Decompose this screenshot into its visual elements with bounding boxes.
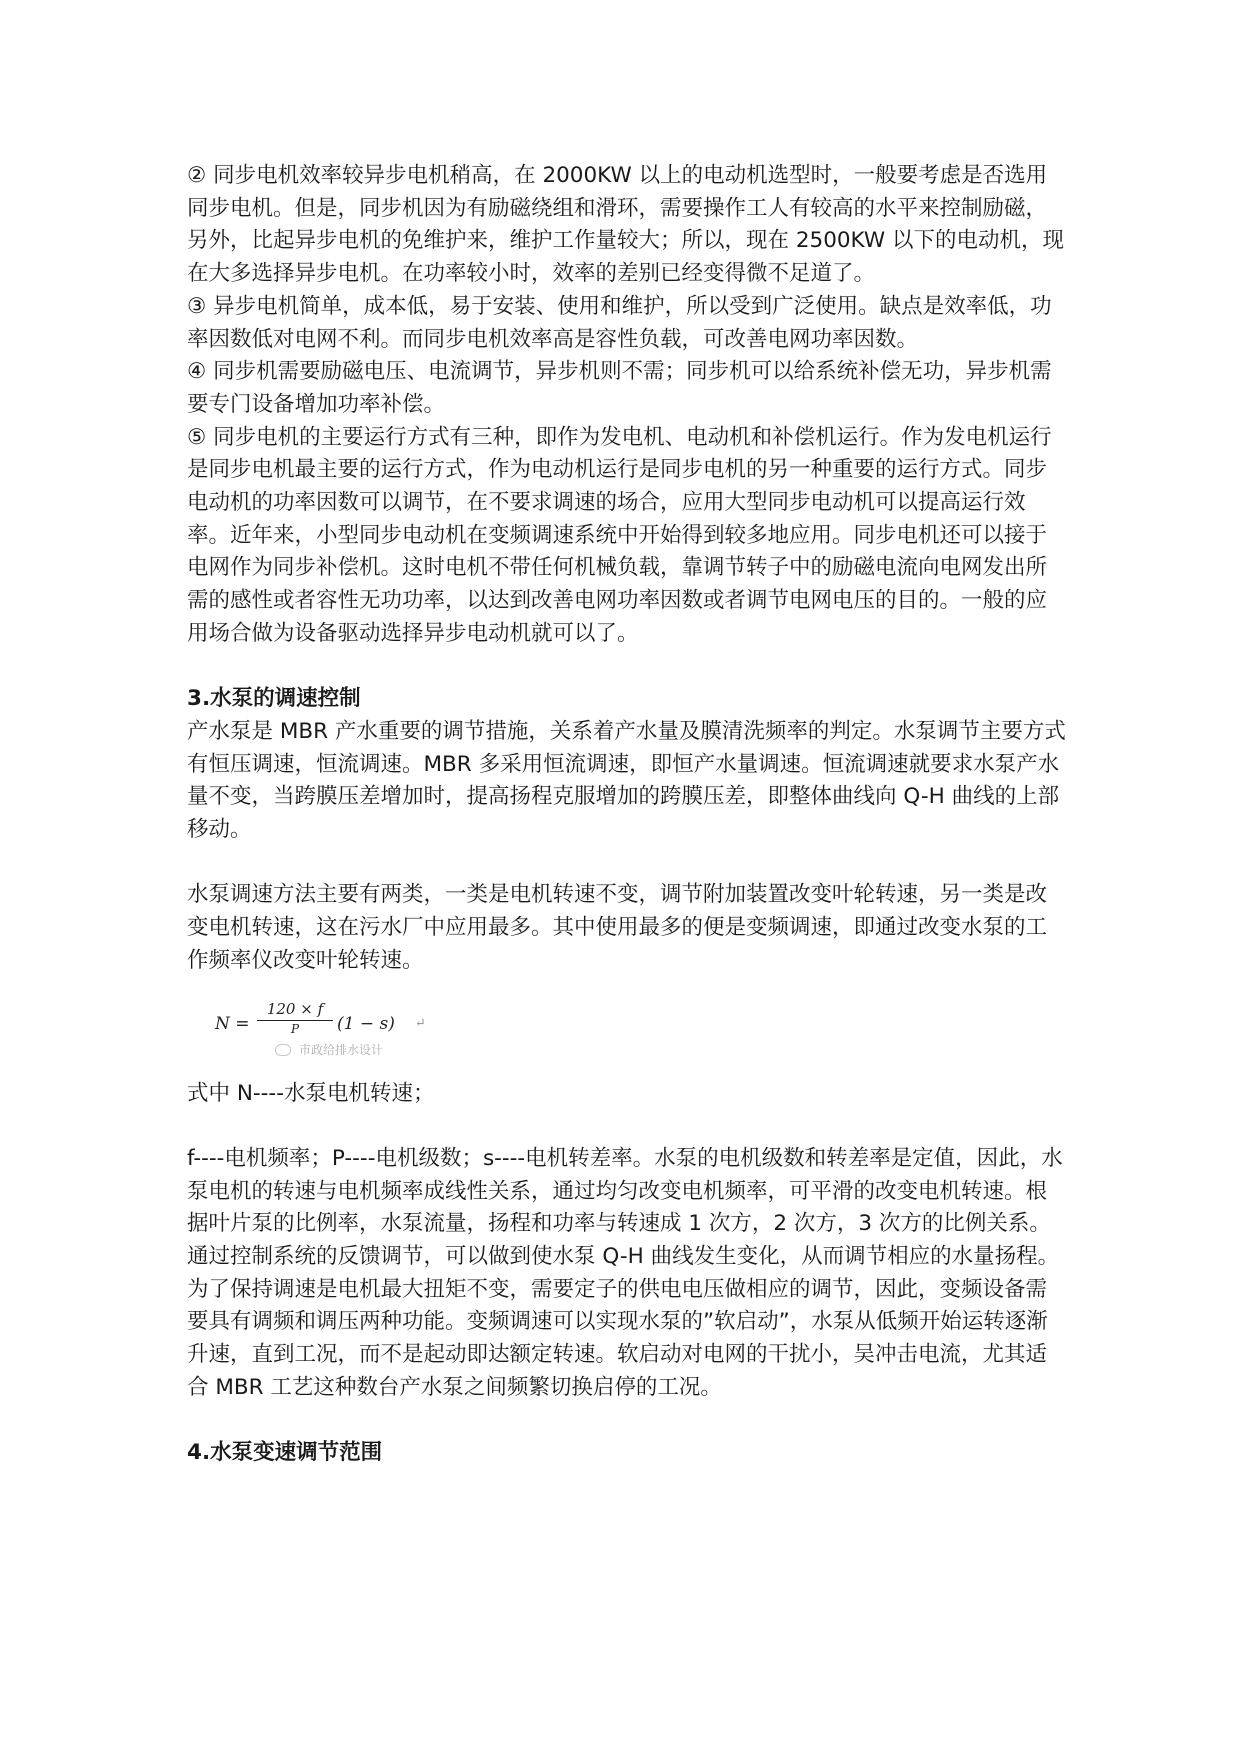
paragraph-item-5: ⑤ 同步电机的主要运行方式有三种，即作为发电机、电动机和补偿机运行。作为发电机运行是同步电机最主要的运行方式，作为电动机运行是同步电机的另一种重要的运行方式。同步电动机的功率因数可以调节，在不要求调速的场合，应用大型同步电动机可以提高运行效率。近年来，小型同步电动机在变频调速系统中开始得到较多地应用。同步电机还可以接于电网作为同步补偿机。这时电机不带任何机械负载，靠调节转子中的励磁电流向电网发出所需的感性或者容性无功功率，以达到改善电网功率因数或者调节电网电压的目的。一般的应用场合做为设备驱动选择异步电动机就可以了。: [187, 424, 1052, 646]
section-3-paragraph-3: 式中 N----水泵电机转速；: [187, 1080, 435, 1106]
formula-rhs: (1 − s): [337, 1013, 395, 1034]
formula-numerator: 120 × f: [257, 998, 333, 1021]
section-3-heading: 3.水泵的调速控制: [187, 686, 361, 712]
spacer: [187, 847, 1067, 880]
paragraph-item-3: ③ 异步电机简单，成本低，易于安装、使用和维护，所以受到广泛使用。缺点是效率低，功率因数低对电网不利。而同步电机效率高是容性负载，可改善电网功率因数。: [187, 293, 1052, 352]
watermark: [275, 1034, 383, 1067]
return-mark-icon: ↵: [415, 1015, 426, 1031]
spacer: [187, 1110, 1067, 1143]
section-4-heading: 4.水泵变速调节范围: [187, 1440, 383, 1466]
paragraph-item-2: ② 同步电机效率较异步电机稍高，在 2000KW 以上的电动机选型时，一般要考虑是否选用同步电机。但是，同步机因为有励磁绕组和滑环，需要操作工人有较高的水平来控制励磁，另外，比起异步电机的免维护来，维护工作量较大；所以，现在 2500KW 以下的电动机，现在大多选择异步电机。在功率较小时，效率的差别已经变得微不足道了。: [187, 163, 1064, 287]
section-3-paragraph-1: 产水泵是 MBR 产水重要的调节措施，关系着产水量及膜清洗频率的判定。水泵调节主要方式有恒压调速，恒流调速。MBR 多采用恒流调速，即恒产水量调速。恒流调速就要求水泵产水量不变，当跨膜压差增加时，提高扬程克服增加的跨膜压差，即整体曲线向 Q-H 曲线的上部移动。: [187, 718, 1066, 843]
formula-denominator: P: [290, 1021, 300, 1036]
document-page: [187, 160, 1067, 1470]
speed-formula: [215, 998, 1067, 1060]
section-3-paragraph-2: 水泵调速方法主要有两类，一类是电机转速不变，调节附加装置改变叶轮转速，另一类是改变电机转速，这在污水厂中应用最多。其中使用最多的便是变频调速，即通过改变水泵的工作频率仪改变叶轮转速。: [187, 882, 1048, 973]
formula-fraction: [257, 998, 333, 1037]
spacer: [187, 651, 1067, 684]
spacer: [187, 1405, 1067, 1438]
formula-lhs: N =: [215, 1013, 250, 1034]
wechat-logo-icon: [275, 1044, 291, 1056]
watermark-text: 市政给排水设计: [299, 1042, 384, 1057]
paragraph-item-4: ④ 同步机需要励磁电压、电流调节，异步机则不需；同步机可以给系统补偿无功，异步机需要专门设备增加功率补偿。: [187, 359, 1052, 417]
section-3-paragraph-4: f----电机频率；P----电机级数；s----电机转差率。水泵的电机级数和转差率是定值，因此，水泵电机的转速与电机频率成线性关系，通过均匀改变电机频率，可平滑的改变电机转速。根据叶片泵的比例率，水泵流量，扬程和功率与转速成 1 次方，2 次方，3 次方的比例关系。通过控制系统的反馈调节，可以做到使水泵 Q-H 曲线发生变化，从而调节相应的水量扬程。为了保持调速是电机最大扭矩不变，需要定子的供电电压做相应的调节，因此，变频设备需要具有调频和调压两种功能。变频调速可以实现水泵的”软启动”，水泵从低频开始运转逐渐升速，直到工况，而不是起动即达额定转速。软启动对电网的干扰小，吴冲击电流，尤其适合 MBR 工艺这种数台产水泵之间频繁切换启停的工况。: [187, 1145, 1063, 1400]
